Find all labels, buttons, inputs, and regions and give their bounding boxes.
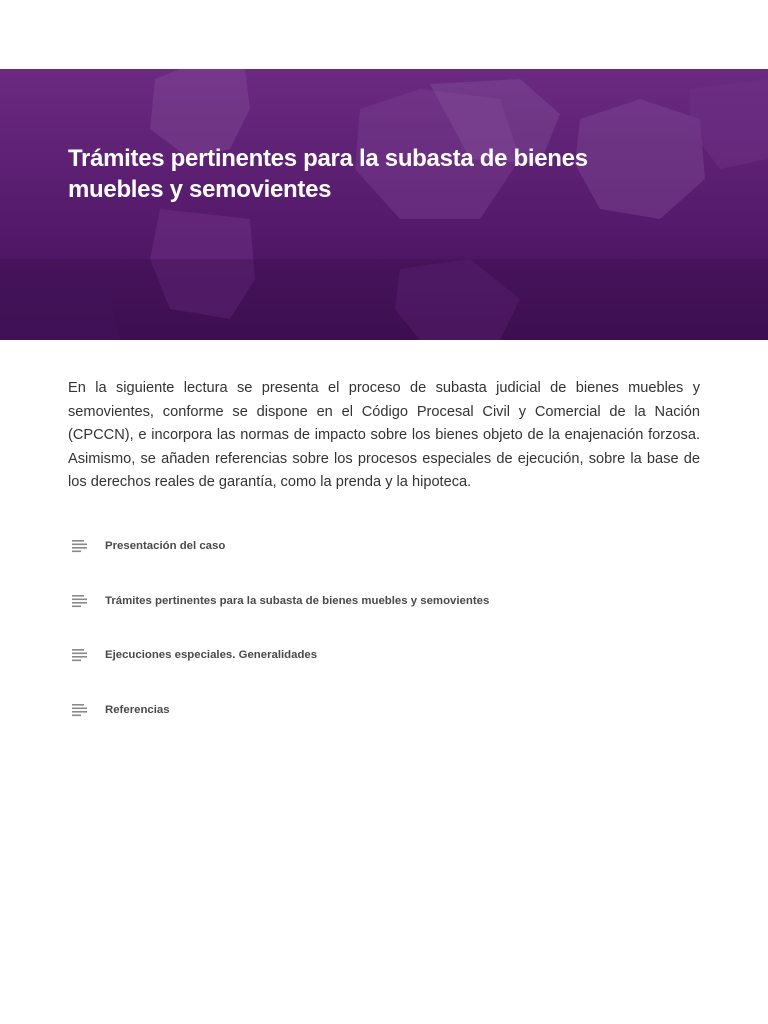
toc-item-ejecuciones[interactable] xyxy=(72,628,712,683)
text-lines-icon xyxy=(72,594,88,608)
intro-paragraph: En la siguiente lectura se presenta el proceso de subasta judicial de bienes muebles y semovientes, conforme se dispone en el Código Procesal Civil y Comercial de la Nación (CPCCN), e incorpora las normas de impacto sobre los bienes objeto de la enajenación forzosa. Asimismo, se añaden referencias sobre los procesos especiales de ejecución, sobre la base de los derechos reales de garantía, como la prenda y la hipoteca. xyxy=(68,380,700,490)
toc-item-presentacion[interactable] xyxy=(72,519,712,574)
page-title: Trámites pertinentes para la subasta de bienes muebles y semovientes xyxy=(68,145,588,203)
toc-item-label: Ejecuciones especiales. Generalidades xyxy=(105,649,318,662)
toc-item-referencias[interactable] xyxy=(72,683,712,738)
table-of-contents xyxy=(72,519,712,737)
toc-item-label: Presentación del caso xyxy=(105,540,226,553)
toc-item-label: Referencias xyxy=(105,703,170,716)
hero-banner xyxy=(0,69,768,340)
text-lines-icon xyxy=(72,539,88,553)
toc-item-tramites[interactable] xyxy=(72,574,712,629)
toc-item-label: Trámites pertinentes para la subasta de bienes muebles y semovientes xyxy=(105,594,490,607)
text-lines-icon xyxy=(72,703,88,717)
text-lines-icon xyxy=(72,648,88,662)
